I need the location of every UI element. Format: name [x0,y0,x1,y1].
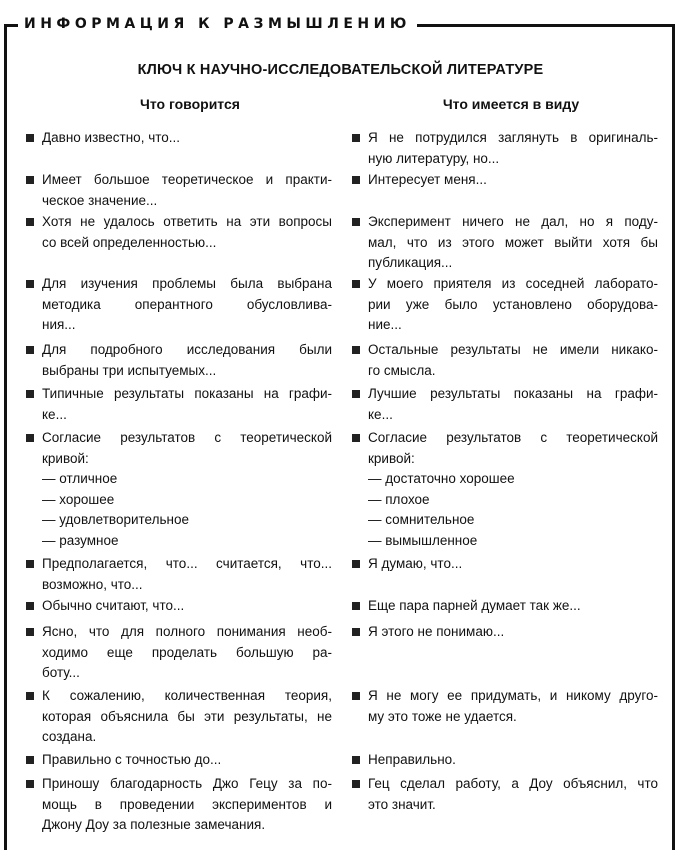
item-text-line: Интересует меня... [368,172,487,187]
item-text-line: Согласие результатов с теоретической [42,430,332,445]
bullet-square-icon [26,390,34,398]
bullet-square-icon [26,628,34,636]
right-list-item [368,128,658,169]
left-list-item [42,554,332,595]
item-text-line: Согласие результатов с теоретической [368,430,658,445]
bullet-square-icon [352,218,360,226]
item-text-line: Хотя не удалось ответить на эти вопросы [42,214,332,229]
right-list-item [368,622,658,643]
bullet-square-icon [352,134,360,142]
bullet-square-icon [352,780,360,788]
bullet-square-icon [26,134,34,142]
bullet-square-icon [26,756,34,764]
item-text-line: му это тоже не удается. [368,708,517,724]
left-list-item [42,428,332,551]
item-text-line: Правильно с точностью до... [42,752,222,767]
item-text-line: го смысла. [368,362,436,378]
bullet-square-icon [352,390,360,398]
bullet-square-icon [352,176,360,184]
right-list-item [368,686,658,727]
left-list-item [42,128,332,149]
left-list-item [42,622,332,684]
right-list-item [368,212,658,274]
item-text-line: ния... [42,317,76,332]
left-column-header: Что говорится [140,96,240,112]
item-text-line: мощь в проведении экспериментов и [42,796,332,812]
right-list-item [368,340,658,381]
bullet-square-icon [26,218,34,226]
left-list-item [42,750,332,771]
bullet-square-icon [352,602,360,610]
bullet-square-icon [352,628,360,636]
item-text-line: возможно, что... [42,576,143,592]
bullet-square-icon [352,346,360,354]
bullet-square-icon [26,780,34,788]
item-text-line: Эксперимент ничего не дал, но я поду- [368,214,658,229]
item-text-line: Для подробного исследования были [42,342,332,357]
left-list-item [42,596,332,617]
item-text-line: Гец сделал работу, а Доу объяснил, что [368,776,658,791]
item-text-line: Обычно считают, что... [42,598,185,613]
right-list-item [368,384,658,425]
bullet-square-icon [352,560,360,568]
item-text-line: — плохое [368,491,430,507]
item-text-line: Лучшие результаты показаны на графи- [368,386,658,401]
item-text-line: боту... [42,665,80,680]
bullet-square-icon [352,756,360,764]
bullet-square-icon [26,560,34,568]
item-text-line: К сожалению, количественная теория, [42,688,332,703]
item-text-line: ческое значение... [42,192,158,208]
item-text-line: методика оперантного обусловлива- [42,296,332,312]
item-text-line: Я не потрудился заглянуть в оригиналь- [368,130,658,145]
left-list-item [42,340,332,381]
item-text-line: Типичные результаты показаны на графи- [42,386,332,401]
left-list-item [42,212,332,253]
left-list-item [42,686,332,748]
item-text-line: кривой: [42,450,89,466]
item-text-line: Я не могу ее придумать, и никому друго- [368,688,658,703]
item-text-line: — сомнительное [368,512,475,527]
bullet-square-icon [26,280,34,288]
item-text-line: У моего приятеля из соседней лаборато- [368,276,658,291]
item-text-line: со всей определенностью... [42,234,217,250]
item-text-line: — вымышленное [368,532,478,548]
item-text-line: ке... [42,406,67,422]
left-list-item [42,774,332,836]
right-list-item [368,554,658,575]
bullet-square-icon [352,280,360,288]
bullet-square-icon [26,434,34,442]
item-text-line: Я этого не понимаю... [368,624,505,639]
item-text-line: рии уже было установлено оборудова- [368,296,658,312]
item-text-line: ную литературу, но... [368,150,500,166]
left-list-item [42,384,332,425]
item-text-line: это значит. [368,796,436,812]
item-text-line: Неправильно. [368,752,456,767]
right-list-item [368,274,658,336]
item-text-line: Предполагается, что... считается, что... [42,556,332,571]
item-text-line: Имеет большое теоретическое и практи- [42,172,332,187]
right-list-item [368,170,658,191]
right-list-item [368,750,658,771]
item-text-line: мал, что из этого может выйти хотя бы [368,234,658,250]
bullet-square-icon [352,692,360,700]
right-list-item [368,596,658,617]
item-text-line: кривой: [368,450,415,466]
bullet-square-icon [26,176,34,184]
bullet-square-icon [352,434,360,442]
item-text-line: — разумное [42,532,119,548]
bullet-square-icon [26,602,34,610]
item-text-line: Ясно, что для полного понимания необ- [42,624,332,639]
item-text-line: Еще пара парней думает так же... [368,598,581,613]
right-column-header: Что имеется в виду [442,96,580,112]
item-text-line: — достаточно хорошее [368,471,515,486]
item-text-line: создана. [42,729,97,744]
item-text-line: — удовлетворительное [42,512,189,527]
left-list-item [42,170,332,211]
item-text-line: ние... [368,317,402,332]
item-text-line: Джону Доу за полезные замечания. [42,817,266,832]
item-text-line: — отличное [42,471,118,486]
item-text-line: Остальные результаты не имели никако- [368,342,658,357]
section-label: ИНФОРМАЦИЯ К РАЗМЫШЛЕНИЮ [18,14,417,34]
bullet-square-icon [26,692,34,700]
right-list-item [368,774,658,815]
item-text-line: Давно известно, что... [42,130,181,145]
item-text-line: Для изучения проблемы была выбрана [42,276,332,291]
bullet-square-icon [26,346,34,354]
item-text-line: ходимо еще проделать большую ра- [42,644,332,660]
right-list-item [368,428,658,551]
item-text-line: Приношу благодарность Джо Гецу за по- [42,776,332,791]
item-text-line: — хорошее [42,491,115,507]
item-text-line: Я думаю, что... [368,556,463,571]
item-text-line: ке... [368,406,393,422]
item-text-line: выбраны три испытуемых... [42,362,217,378]
item-text-line: публикация... [368,255,453,270]
document-title: КЛЮЧ К НАУЧНО-ИССЛЕДОВАТЕЛЬСКОЙ ЛИТЕРАТУРЕ [137,62,544,78]
item-text-line: которая объяснила бы эти результаты, не [42,708,332,724]
left-list-item [42,274,332,336]
